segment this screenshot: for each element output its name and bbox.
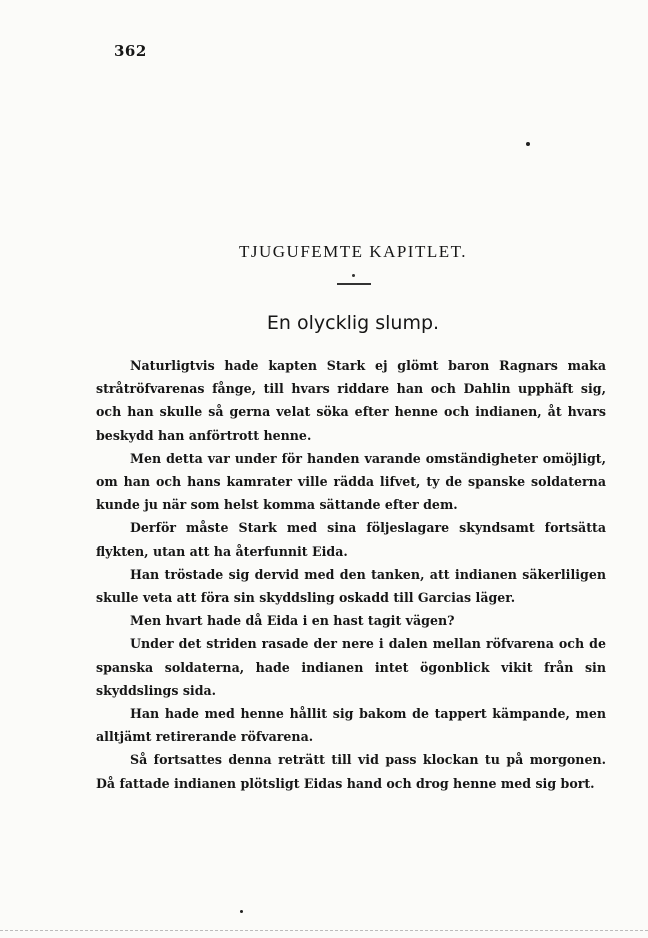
paragraph: Derför måste Stark med sina följeslagare skyndsamt fortsätta flykten, utan att ha återfunnit Eida. — [96, 520, 606, 559]
paragraph: Naturligtvis hade kapten Stark ej glömt baron Ragnars maka stråtröfvarenas fånge, till hvars riddare han och Dahlin upphäft sig, och han skulle så gerna velat söka efter henne och indianen, åt hvars beskydd han anförtrott henne. — [96, 358, 606, 443]
paragraph: Han tröstade sig dervid med den tanken, att indianen säkerliligen skulle veta att föra sin skyddsling oskadd till Garcias läger. — [96, 566, 606, 606]
paragraph: Så fortsattes denna reträtt till vid pass klockan tu på morgonen. Då fattade indianen plötsligt Eidas hand och drog henne med sig bort. — [96, 752, 606, 791]
chapter-title: En olycklig slump. — [266, 312, 440, 334]
chapter-heading: TJUGUFEMTE KAPITLET. — [239, 242, 467, 261]
chapter-divider — [337, 283, 371, 285]
page-number: 362 — [114, 42, 147, 60]
paragraph: Men detta var under för handen varande omständigheter omöjligt, om han och hans kamrater ville rädda lifvet, ty de spanske soldaterna kunde ju när som helst komma sättande efter dem. — [96, 450, 606, 513]
body-text — [96, 354, 606, 795]
ink-speck — [526, 142, 530, 146]
paragraph: Under det striden rasade der nere i dalen mellan röfvarena och de spanska soldaterna, hade indianen intet ögonblick vikit från sin skyddslings sida. — [96, 636, 606, 698]
page-bottom-edge — [0, 930, 648, 932]
paragraph: Men hvart hade då Eida i en hast tagit vägen? — [130, 613, 455, 629]
paragraph: Han hade med henne hållit sig bakom de tappert kämpande, men alltjämt retirerande röfvarena. — [96, 706, 606, 745]
ink-speck — [240, 910, 243, 913]
divider-dot — [352, 274, 355, 277]
